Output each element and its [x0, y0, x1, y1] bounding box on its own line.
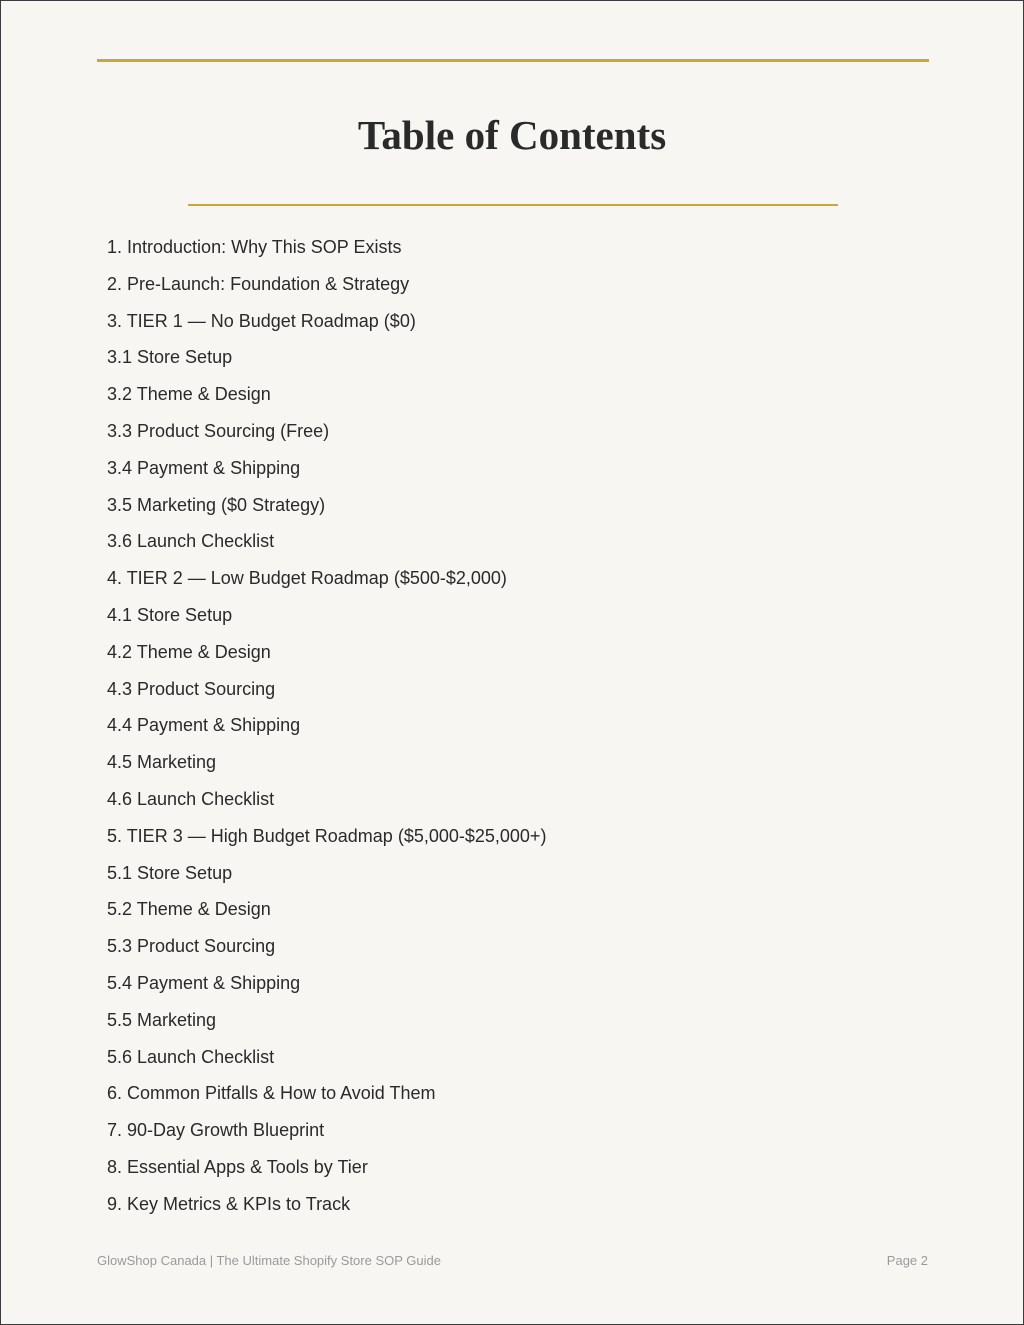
- toc-entry: 1. Introduction: Why This SOP Exists: [107, 237, 402, 257]
- toc-entry: 3. TIER 1 — No Budget Roadmap ($0): [107, 310, 416, 331]
- toc-entry: 5.5 Marketing: [107, 1009, 217, 1030]
- toc-entry: 4.2 Theme & Design: [107, 641, 271, 662]
- toc-entry: 5.4 Payment & Shipping: [107, 972, 301, 993]
- toc-entry: 4.4 Payment & Shipping: [107, 715, 301, 736]
- toc-entry: 3.5 Marketing ($0 Strategy): [107, 494, 326, 515]
- toc-entry: 5. TIER 3 — High Budget Roadmap ($5,000-$25,000+): [107, 825, 547, 846]
- toc-entry: 4.3 Product Sourcing: [107, 678, 276, 699]
- footer-page-number: Page 2: [886, 1253, 928, 1268]
- toc-entry: 9. Key Metrics & KPIs to Track: [107, 1193, 351, 1214]
- toc-entry: 4.5 Marketing: [107, 752, 217, 773]
- footer-document-title: GlowShop Canada | The Ultimate Shopify Store SOP Guide: [97, 1253, 441, 1268]
- toc-entry: 2. Pre-Launch: Foundation & Strategy: [107, 273, 410, 294]
- page-title: Table of Contents: [357, 112, 667, 158]
- toc-entry: 5.6 Launch Checklist: [107, 1046, 275, 1067]
- toc-entry: 4. TIER 2 — Low Budget Roadmap ($500-$2,000): [107, 568, 507, 589]
- toc-entry: 8. Essential Apps & Tools by Tier: [107, 1156, 368, 1177]
- table-of-contents-list: [107, 229, 546, 1223]
- toc-entry: 5.3 Product Sourcing: [107, 936, 276, 957]
- toc-entry: 3.1 Store Setup: [107, 347, 233, 368]
- toc-entry: 7. 90-Day Growth Blueprint: [107, 1120, 325, 1141]
- toc-entry: 3.6 Launch Checklist: [107, 531, 275, 552]
- toc-entry: 3.4 Payment & Shipping: [107, 457, 301, 478]
- toc-entry: 3.3 Product Sourcing (Free): [107, 420, 330, 441]
- toc-entry: 4.1 Store Setup: [107, 604, 233, 625]
- top-gold-rule: [97, 59, 929, 62]
- title-underline-rule: [188, 204, 838, 206]
- toc-entry: 5.1 Store Setup: [107, 862, 233, 883]
- toc-entry: 3.2 Theme & Design: [107, 384, 271, 405]
- toc-entry: 5.2 Theme & Design: [107, 899, 271, 920]
- toc-entry: 6. Common Pitfalls & How to Avoid Them: [107, 1083, 436, 1104]
- toc-entry: 4.6 Launch Checklist: [107, 788, 275, 809]
